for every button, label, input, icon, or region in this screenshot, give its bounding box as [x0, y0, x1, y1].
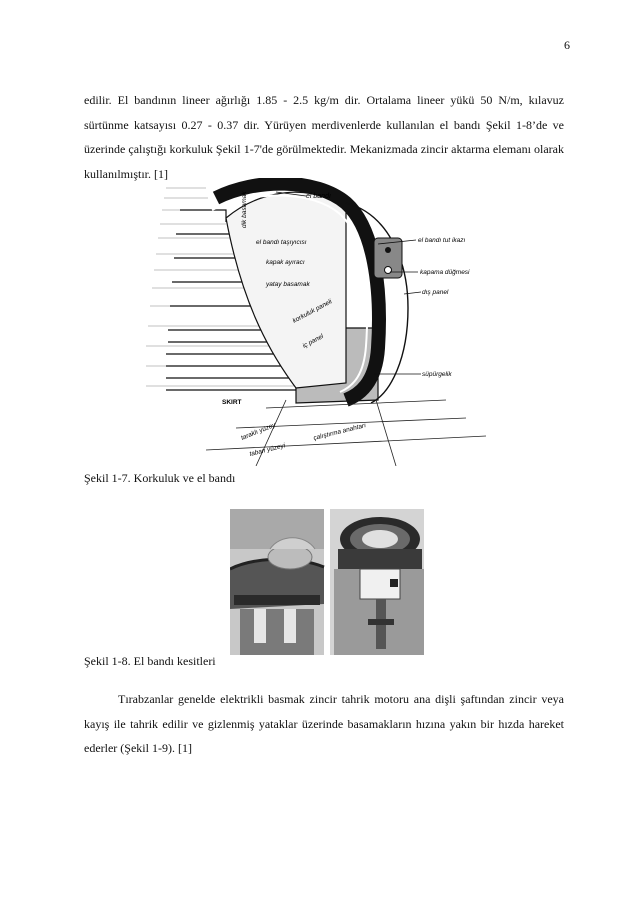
- label-el-bandi: el bandı: [306, 193, 331, 200]
- label-calisma-anahtari: çalıştırma anahtarı: [312, 422, 367, 442]
- paragraph-handrail-specs: edilir. El bandının lineer ağırlığı 1.85 - 2.5 kg/m dir. Ortalama lineer yükü 50 N/m, kılavuz sürtünme katsayısı 0.27 - 0.37 dir. Yürüyen merdivenlerde kullanılan el bandı Şekil 1-8’de ve üzerinde çalıştığı korkuluk Şekil 1-7'de görülmektedir. Mekanizmada zincir aktarma elemanı olarak kullanılmıştır. [1]: [84, 93, 564, 181]
- label-korkuluk-paneli: korkuluk paneli: [291, 298, 334, 325]
- figure1-caption: Şekil 1-7. Korkuluk ve el bandı: [84, 471, 236, 485]
- label-ic-panel: iç panel: [301, 333, 325, 350]
- label-kapak-ayiraci: kapak ayıracı: [266, 259, 305, 266]
- photo-handrail-roller: [330, 509, 424, 655]
- label-taban-yuzeyi: taban yüzeyi: [248, 442, 286, 458]
- label-dis-panel: dış panel: [422, 289, 449, 296]
- label-skirt: SKIRT: [222, 399, 242, 406]
- label-dik-basamak: dik basamak: [241, 191, 248, 228]
- label-yatay-basamak: yatay basamak: [266, 281, 310, 288]
- figure-balustrade-handrail: [146, 178, 496, 466]
- label-el-bandi-tasiyicisi: el bandı taşıyıcısı: [256, 239, 307, 246]
- photo-handrail-hand: [230, 509, 324, 655]
- figure2-caption: Şekil 1-8. El bandı kesitleri: [84, 654, 216, 668]
- label-kapama-dugmesi: kapama düğmesi: [420, 269, 470, 276]
- page-number: 6: [564, 38, 570, 52]
- paragraph-handrail-drive: Tırabzanlar genelde elektrikli basmak zincir tahrik motoru ana dişli şaftından zincir veya kayış ile tahrik edilir ve gizlenmiş yataklar üzerinde basamakların hızına yakın bir hızda hareket ederler (Şekil 1-9). [1]: [84, 692, 564, 755]
- label-el-bandi-tut-ikazi: el bandı tut ikazı: [418, 237, 466, 244]
- figure-handrail-sections: [230, 509, 424, 655]
- label-supurgelik: süpürgelik: [422, 371, 452, 378]
- label-tarakli-yuzey: taraklı yüzey: [240, 421, 277, 442]
